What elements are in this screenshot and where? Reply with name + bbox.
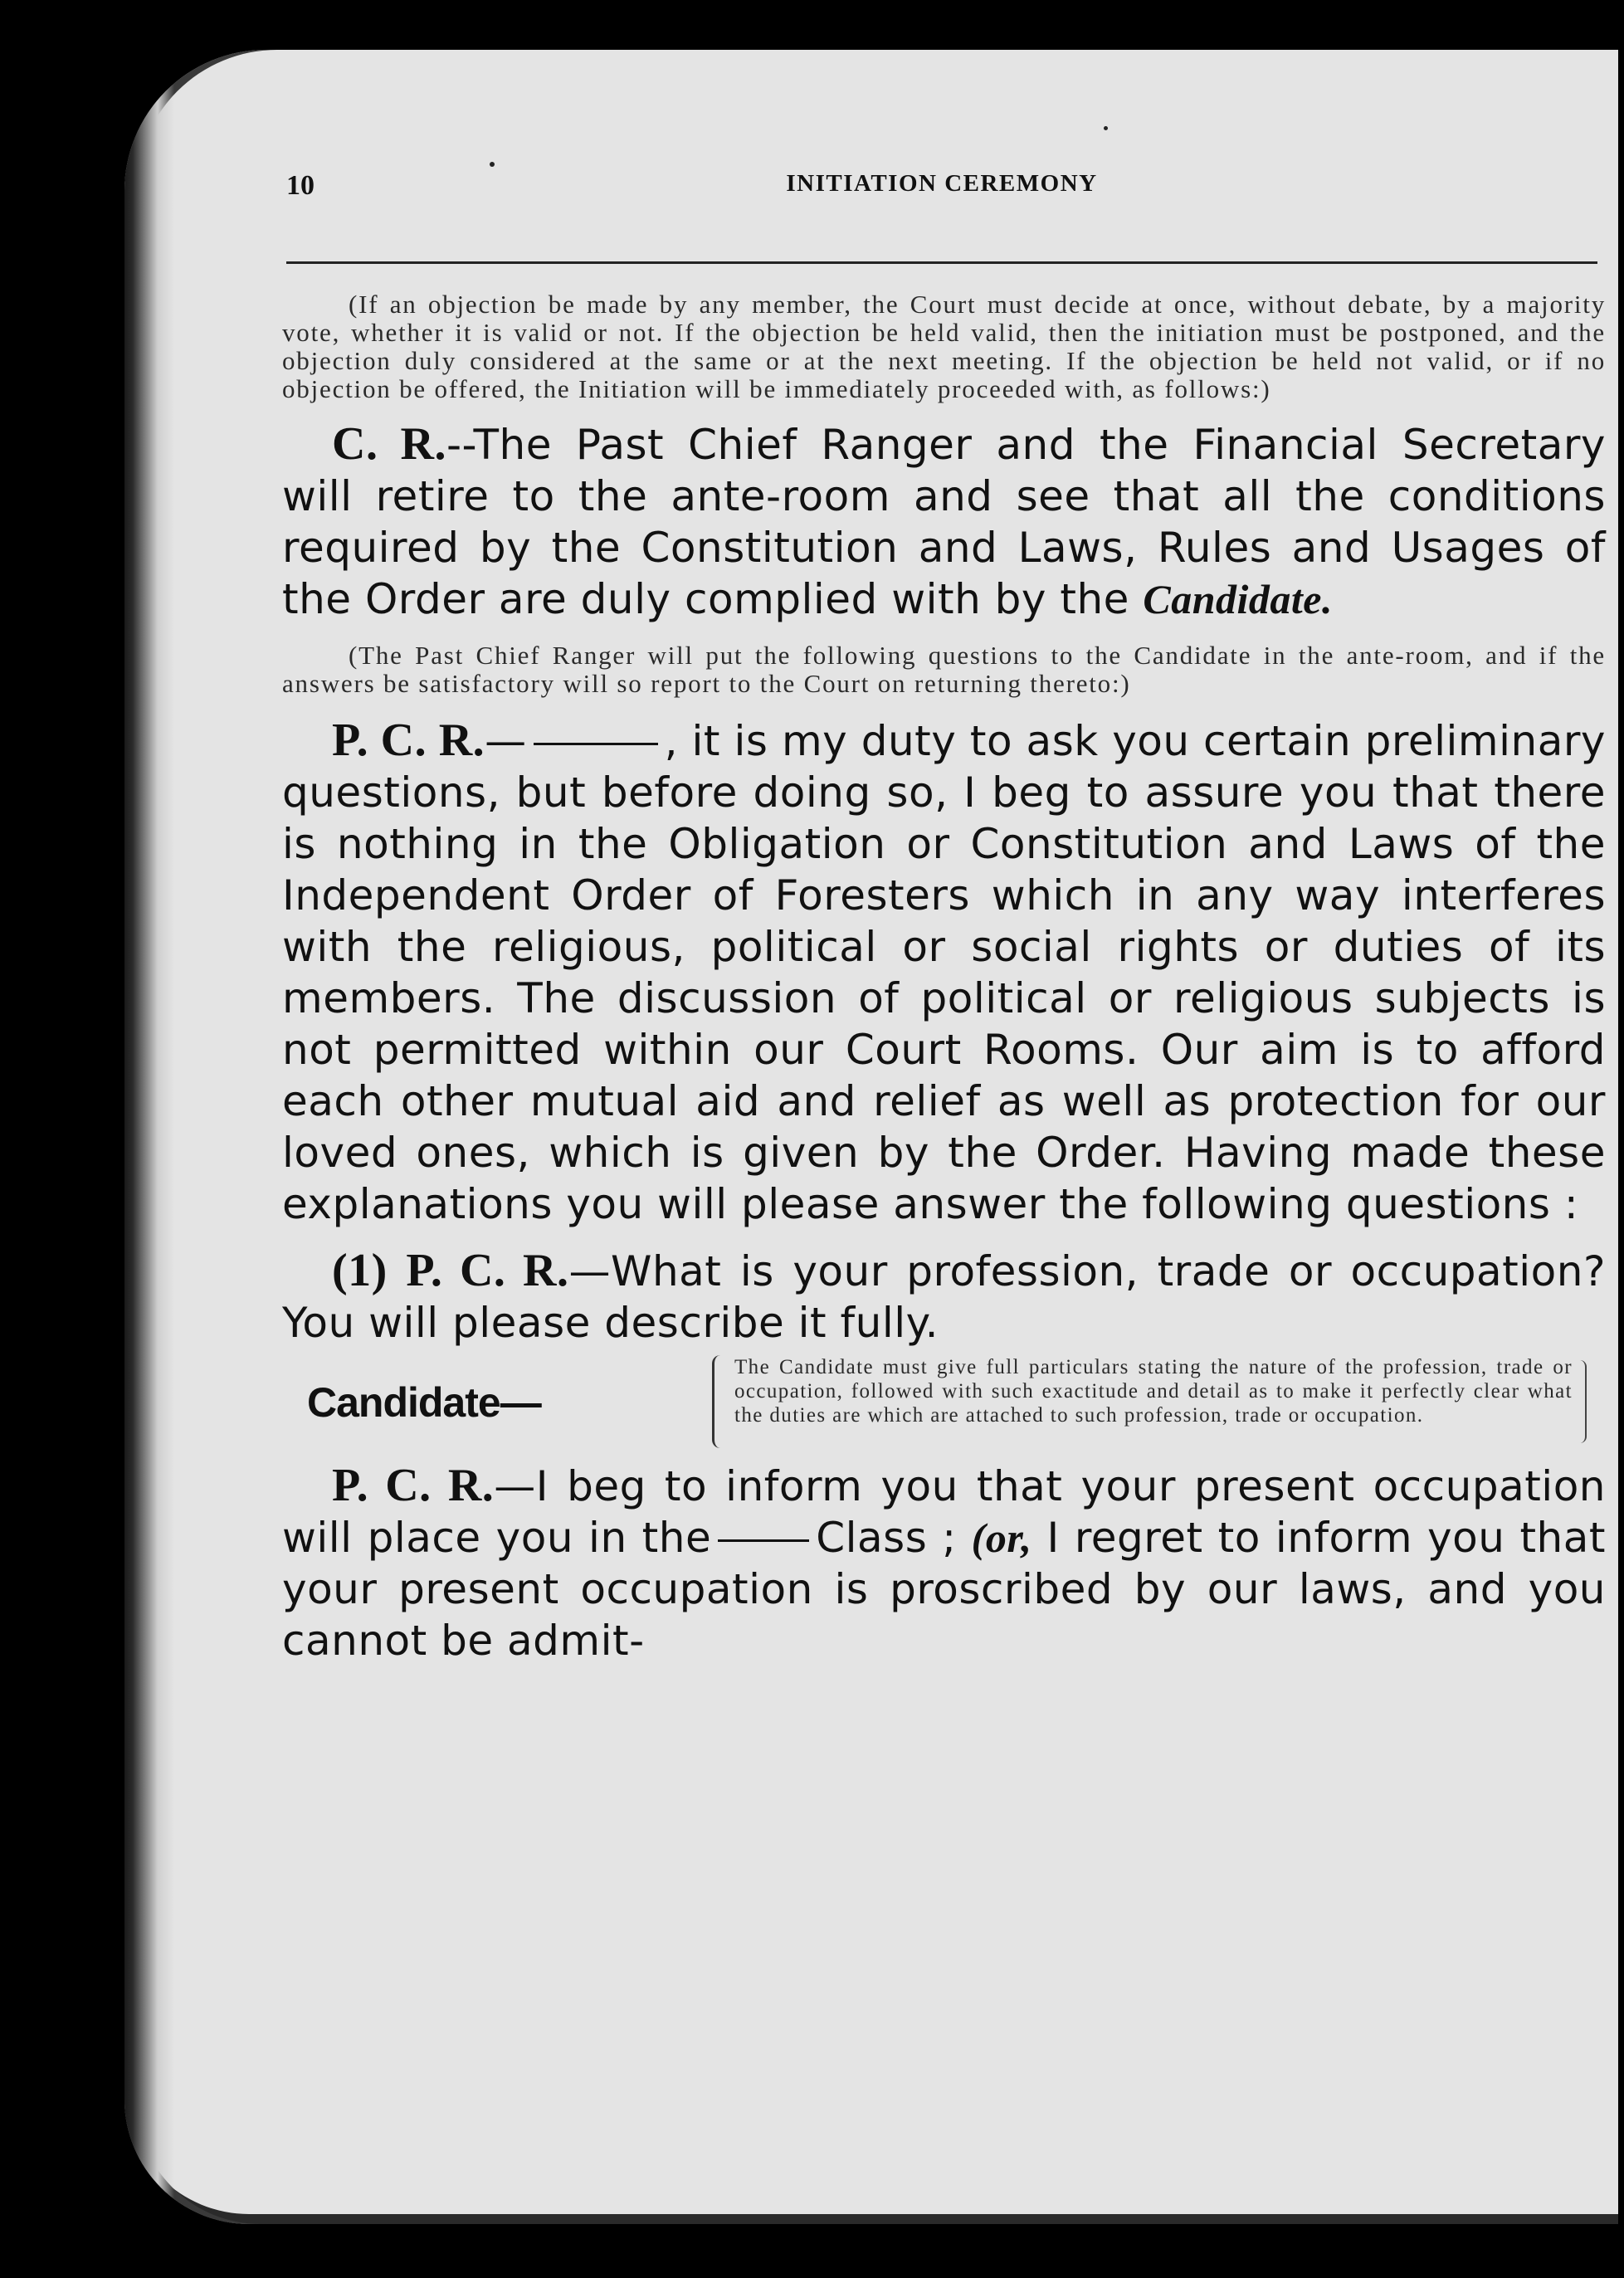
pcr2-text-c: I regret to inform you that your present occupation is proscribed by our laws, and you cannot be admit- xyxy=(282,1514,1606,1665)
page-number: 10 xyxy=(286,170,315,201)
pcr-class-paragraph xyxy=(282,1460,1606,1666)
question-one-paragraph xyxy=(282,1245,1606,1349)
candidate-instruction: The Candidate must give full particulars stating the nature of the profession, trade or occupation, followed with such exactitude and detail as to make it perfectly clear what the duties are which are attached to such profession, trade or occupation. xyxy=(734,1356,1573,1427)
name-blank-line xyxy=(534,743,658,745)
objection-note: (If an objection be made by any member, the Court must decide at once, without debate, by a majority vote, whether it is valid or not. If the objection be held valid, then the initiation must be postponed, and the objection duly considered at the same or at the next meeting. If the objection be held not valid, or if no objection be offered, the Initiation will be immediately proceeded with, as follows:) xyxy=(282,290,1606,403)
page-body xyxy=(282,290,1606,1666)
pcr-preliminary-paragraph xyxy=(282,715,1606,1230)
header-rule xyxy=(286,261,1597,264)
pcr2-or: (or, xyxy=(971,1515,1032,1561)
question-number: (1) xyxy=(332,1245,388,1296)
pcr2-speaker: P. C. R. xyxy=(332,1460,495,1511)
class-blank-line xyxy=(718,1539,809,1542)
pcr2-text-b: Class ; xyxy=(816,1514,972,1562)
cr-paragraph xyxy=(282,418,1606,625)
pcr-dash: — xyxy=(485,717,527,765)
pcr-speaker: P. C. R. xyxy=(332,715,485,766)
candidate-label: Candidate— xyxy=(307,1379,541,1426)
book-page xyxy=(124,50,1618,2224)
pcr2-text-a: —I beg to inform you that your present occupation will place you in the xyxy=(282,1462,1606,1562)
cr-speaker: C. R. xyxy=(332,418,446,470)
question-speaker: P. C. R. xyxy=(406,1245,569,1296)
running-title: INITIATION CEREMONY xyxy=(786,170,1098,197)
question-text: —What is your profession, trade or occupation? You will please describe it fully. xyxy=(282,1247,1606,1347)
right-brace xyxy=(1577,1360,1587,1443)
ink-speck xyxy=(490,162,495,167)
running-head xyxy=(286,170,1597,220)
cr-candidate-word: Candidate. xyxy=(1143,576,1333,622)
cr-text: --The Past Chief Ranger and the Financial Secretary will retire to the ante-room and see that all the conditions required by the Constitution and Laws, Rules and Usages of the Order are duly complied with by the xyxy=(282,421,1606,623)
ink-speck xyxy=(1104,126,1108,130)
pcr-text: , it is my duty to ask you certain preliminary questions, but before doing so, I beg to assure you that there is nothing in the Obligation or Constitution and Laws of the Independent Order of Foresters which in any way interferes with the religious, political or social rights or duties of its members. The discussion of political or religious subjects is not permitted within our Court Rooms. Our aim is to afford each other mutual aid and relief as well as protection for our loved ones, which is given by the Order. Having made these explanations you will please answer the following questions : xyxy=(282,717,1607,1228)
left-brace xyxy=(712,1355,726,1448)
candidate-response-block xyxy=(282,1355,1606,1455)
ante-room-note: (The Past Chief Ranger will put the following questions to the Candidate in the ante-room, and if the answers be satisfactory will so report to the Court on returning thereto:) xyxy=(282,641,1606,698)
